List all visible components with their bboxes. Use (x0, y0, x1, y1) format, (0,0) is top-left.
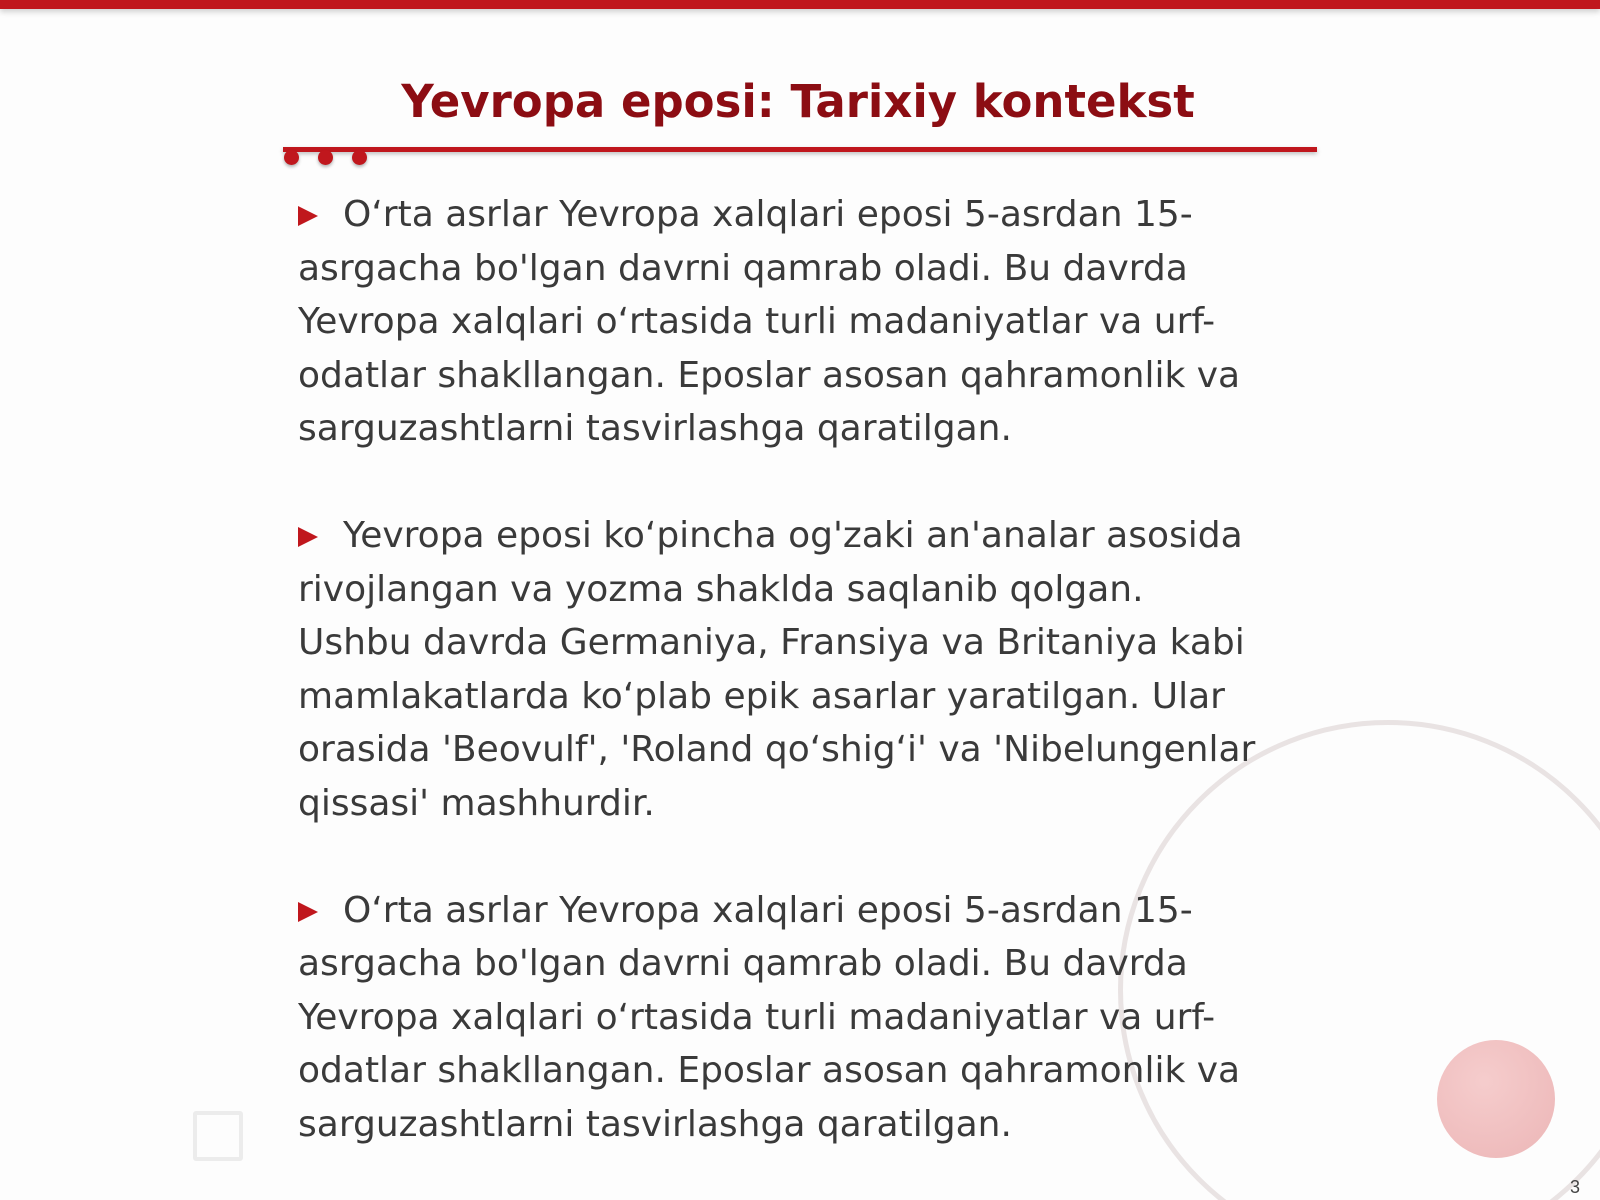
bullet-item (298, 884, 1268, 1152)
decor-square (193, 1111, 243, 1161)
bullet-item (298, 509, 1268, 830)
slide-title: Yevropa eposi: Tarixiy kontekst (401, 75, 1195, 128)
bullet-text: O‘rta asrlar Yevropa xalqlari eposi 5-asrdan 15-asrgacha bo'lgan davrni qamrab oladi. Bu davrda Yevropa xalqlari o‘rtasida turli madaniyatlar va urf-odatlar shakllangan. Eposlar asosan qahramonlik va sarguzashtlarni tasvirlashga qaratilgan. (298, 889, 1241, 1145)
triangle-right-icon (298, 527, 318, 547)
top-accent-bar (0, 0, 1600, 9)
title-underline (283, 147, 1317, 152)
decor-circle (1437, 1040, 1555, 1158)
triangle-right-icon (298, 902, 318, 922)
bullet-text: O‘rta asrlar Yevropa xalqlari eposi 5-asrdan 15-asrgacha bo'lgan davrni qamrab oladi. Bu davrda Yevropa xalqlari o‘rtasida turli madaniyatlar va urf-odatlar shakllangan. Eposlar asosan qahramonlik va sarguzashtlarni tasvirlashga qaratilgan. (298, 194, 1241, 449)
page-number: 3 (1569, 1177, 1580, 1197)
triangle-right-icon (298, 206, 318, 226)
decor-dot (318, 150, 333, 165)
bullet-item (298, 188, 1268, 456)
bullet-text: Yevropa eposi ko‘pincha og'zaki an'analar asosida rivojlangan va yozma shaklda saqlanib qolgan. Ushbu davrda Germaniya, Fransiya va Britaniya kabi mamlakatlarda ko‘plab epik asarlar yaratilgan. Ular orasida 'Beovulf', 'Roland qo‘shig‘i' va 'Nibelungenlar qissasi' mashhurdir. (298, 515, 1256, 824)
decor-dot (284, 150, 299, 165)
bullet-list (298, 188, 1268, 1200)
decor-dot (352, 150, 367, 165)
